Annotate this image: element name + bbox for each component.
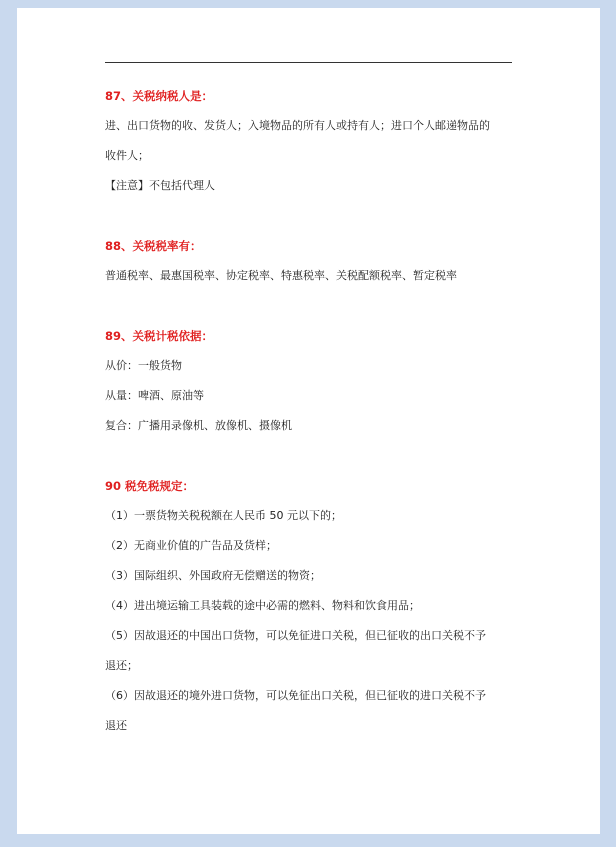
paragraph-line: （3）国际组织、外国政府无偿赠送的物资； bbox=[105, 569, 321, 582]
section-heading: 88、关税税率有： bbox=[105, 239, 202, 253]
paragraph-line: （4）进出境运输工具装载的途中必需的燃料、物料和饮食用品； bbox=[105, 599, 420, 612]
paragraph-line: 【注意】不包括代理人 bbox=[105, 179, 215, 192]
section-heading: 90 税免税规定： bbox=[105, 479, 195, 493]
paragraph-line: 退还 bbox=[105, 719, 127, 732]
paragraph-line: （2）无商业价值的广告品及货样； bbox=[105, 539, 277, 552]
section-spacer bbox=[105, 446, 525, 476]
paragraph-line: 进、出口货物的收、发货人；入境物品的所有人或持有人；进口个人邮递物品的 bbox=[105, 119, 490, 132]
paragraph-line: （6）因故退还的境外进口货物，可以免征出口关税，但已征收的进口关税不予 bbox=[105, 689, 486, 702]
section-90 bbox=[105, 476, 525, 736]
paragraph-line: 从价：一般货物 bbox=[105, 359, 182, 372]
paragraph-line: 从量：啤酒、原油等 bbox=[105, 389, 204, 402]
header-rule bbox=[105, 62, 512, 63]
document-page bbox=[17, 8, 600, 834]
paragraph-line: （1）一票货物关税税额在人民币 50 元以下的； bbox=[105, 509, 342, 522]
section-87 bbox=[105, 86, 525, 196]
section-89 bbox=[105, 326, 525, 436]
paragraph-line: 复合：广播用录像机、放像机、摄像机 bbox=[105, 419, 292, 432]
paragraph-line: 普通税率、最惠国税率、协定税率、特惠税率、关税配额税率、暂定税率 bbox=[105, 269, 457, 282]
paragraph-line: 退还； bbox=[105, 659, 138, 672]
section-spacer bbox=[105, 206, 525, 236]
section-88 bbox=[105, 236, 525, 286]
paragraph-line: 收件人； bbox=[105, 149, 149, 162]
document-content bbox=[105, 86, 525, 736]
paragraph-line: （5）因故退还的中国出口货物，可以免征进口关税，但已征收的出口关税不予 bbox=[105, 629, 486, 642]
section-heading: 87、关税纳税人是： bbox=[105, 89, 214, 103]
section-spacer bbox=[105, 296, 525, 326]
section-heading: 89、关税计税依据： bbox=[105, 329, 214, 343]
